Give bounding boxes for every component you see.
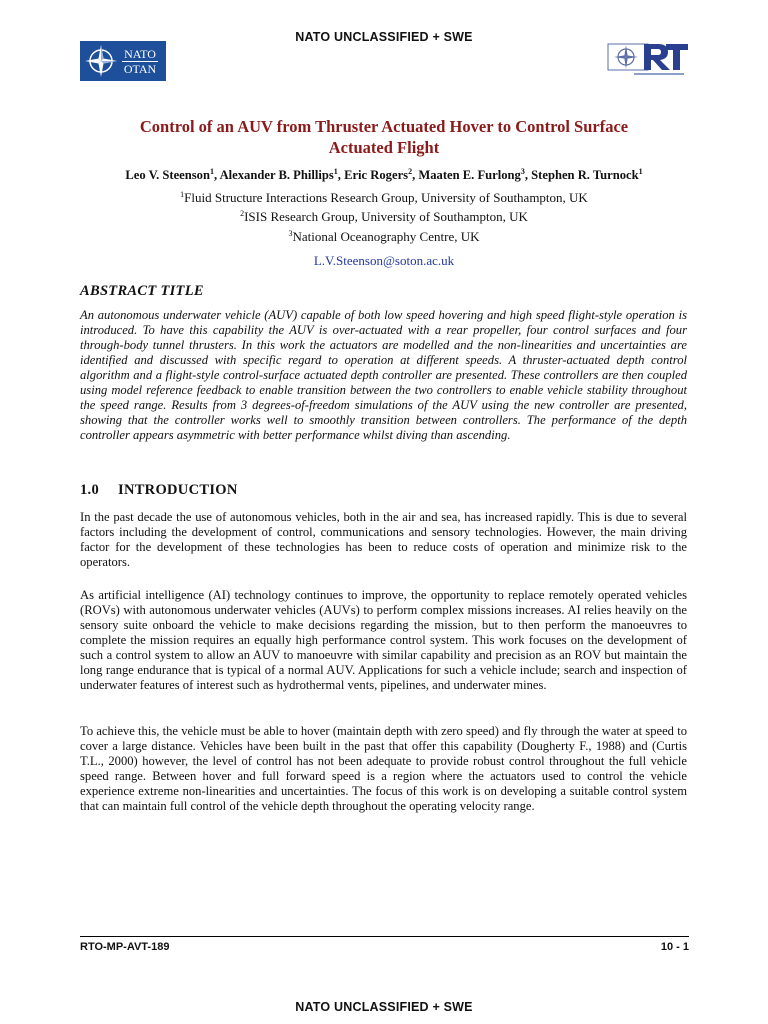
- bottom-classification-banner: NATO UNCLASSIFIED + SWE: [295, 1000, 473, 1014]
- rto-logo-icon: [604, 40, 690, 80]
- body-paragraph-3: To achieve this, the vehicle must be able to hover (maintain depth with zero speed) and fly through the water at speed to cover a large distance. Vehicles have been built in the past that offer this capability (Dougherty F., 1988) and (Curtis T.L., 2000) however, the level of control has not been adequate to provide robust control throughout the full vehicle speed range. Between hover and full forward speed is a region where the actuators used to control the vehicle experience extreme non-linearities and uncertainties. The focus of this work is on developing a suitable control system that can maintain full control of the vehicle depth throughout the operating velocity range.: [80, 724, 687, 813]
- section-title: INTRODUCTION: [118, 482, 238, 498]
- affiliation-mark: 2: [240, 209, 245, 218]
- affiliation-mark: 3: [288, 229, 293, 238]
- abstract-text: An autonomous underwater vehicle (AUV) capable of both low speed hovering and high speed flight-style operation is introduced. To have this capability the AUV is over-actuated with a rear propeller, four control surfaces and four through-body tunnel thrusters. In this work the actuators are modelled and the non-linearities and uncertainties are identified and discussed with specific regard to operation at different speeds. A thruster-actuated depth control algorithm and a flight-style control-surface actuated depth controller are presented. These controllers are then coupled using model reference feedback to enable transition between the two controllers to enable vehicle stability throughout the speed range. Results from 3 degrees-of-freedom simulations of the AUV using the new controller are presented, showing that the controller works well to smoothly transition between controllers. The performance of the depth controller appears asymmetric with better performance whilst diving than ascending.: [80, 308, 687, 442]
- rto-logo: [604, 40, 690, 80]
- footer-page-number: 10 - 1: [660, 941, 689, 953]
- paper-title-line1: Control of an AUV from Thruster Actuated Hover to Control Surface: [139, 117, 629, 136]
- footer-document-code: RTO-MP-AVT-189: [80, 941, 170, 953]
- section-heading-introduction: [80, 482, 238, 499]
- author-name: Eric Rogers: [344, 168, 409, 182]
- top-classification-banner: NATO UNCLASSIFIED + SWE: [295, 30, 473, 44]
- affiliation-text: ISIS Research Group, University of Southampton, UK: [244, 209, 528, 224]
- author-separator: ,: [524, 168, 532, 182]
- author-separator: ,: [213, 168, 220, 182]
- affiliation-2: [80, 209, 688, 225]
- author-affiliation-mark: 2: [408, 167, 413, 176]
- paper-title: [80, 116, 688, 158]
- nato-logo-line2: OTAN: [123, 61, 157, 76]
- author-name: Maaten E. Furlong: [418, 168, 521, 182]
- affiliation-mark: 1: [180, 190, 185, 199]
- author-separator: ,: [412, 168, 419, 182]
- affiliation-3: [80, 229, 688, 245]
- author-affiliation-mark: 3: [520, 167, 525, 176]
- body-paragraph-1: In the past decade the use of autonomous vehicles, both in the air and sea, has increased rapidly. This is due to several factors including the development of control, communications and sensory technologies. However, the main driving factor for the development of these technologies has been to reduce costs of operation and minimize risk to the operators.: [80, 510, 687, 569]
- affiliation-text: Fluid Structure Interactions Research Group, University of Southampton, UK: [184, 190, 588, 205]
- nato-logo-line1: NATO: [124, 46, 156, 61]
- section-number: 1.0: [80, 482, 100, 498]
- affiliation-text: National Oceanography Centre, UK: [292, 229, 480, 244]
- nato-compass-rose-icon: [84, 44, 118, 78]
- author-name: Alexander B. Phillips: [219, 168, 334, 182]
- author-name: Leo V. Steenson: [125, 168, 210, 182]
- nato-logo: [80, 41, 166, 81]
- author-affiliation-mark: 1: [209, 167, 214, 176]
- affiliation-1: [80, 190, 688, 206]
- paper-title-line2: Actuated Flight: [328, 138, 440, 157]
- body-paragraph-2: As artificial intelligence (AI) technology continues to improve, the opportunity to replace remotely operated vehicles (ROVs) with autonomous underwater vehicles (AUVs) to perform complex missions increases. AI relies heavily on the sensory suite onboard the vehicle to make decisions regarding the mission, but to then perform the manoeuvres to complete the mission requires an equally high performance control system. This work focuses on the development of such a control system to allow an AUV to manoeuvre with similar capability and precision as an ROV but maintain the long range endurance that is typical of a normal AUV. Applications for such a vehicle include; search and inspection of underwater features of interest such as hydrothermal vents, pipelines, and underwater mines.: [80, 588, 687, 692]
- author-affiliation-mark: 1: [333, 167, 338, 176]
- author-name: Stephen R. Turnock: [531, 168, 639, 182]
- contact-email-link[interactable]: L.V.Steenson@soton.ac.uk: [313, 253, 455, 268]
- author-list: [60, 168, 708, 183]
- author-affiliation-mark: 1: [638, 167, 643, 176]
- abstract-heading: ABSTRACT TITLE: [80, 283, 204, 299]
- footer-divider: [80, 936, 689, 937]
- author-separator: ,: [337, 168, 345, 182]
